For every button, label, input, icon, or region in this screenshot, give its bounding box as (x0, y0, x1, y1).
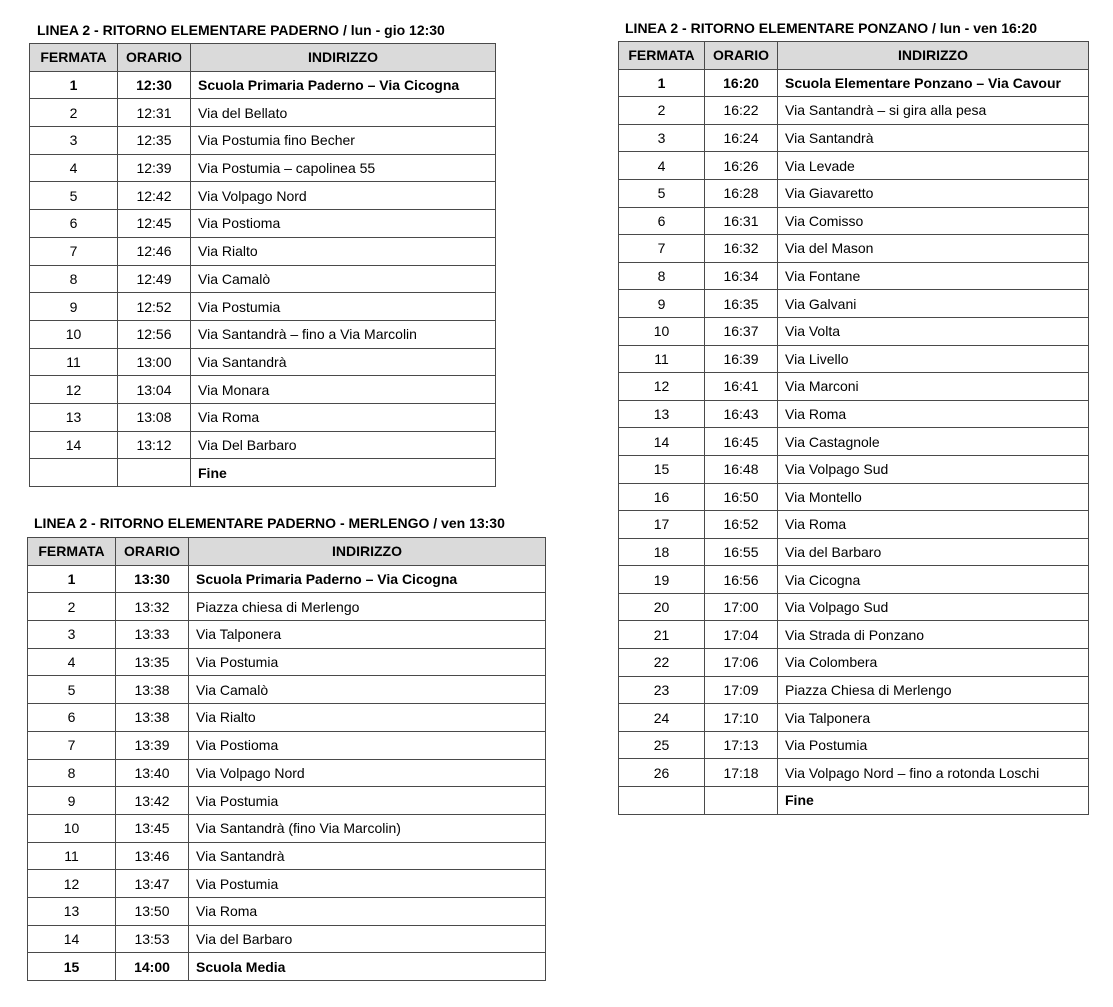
address-cell: Via Del Barbaro (191, 431, 496, 459)
header-indirizzo: INDIRIZZO (189, 538, 546, 566)
address-cell: Via Camalò (191, 265, 496, 293)
stop-cell: 7 (30, 237, 118, 265)
time-cell: 13:50 (116, 897, 189, 925)
timetable-ponzano-lun-ven (618, 20, 1089, 815)
table-row (28, 759, 546, 787)
stop-cell: 1 (619, 69, 705, 97)
address-cell: Fine (778, 787, 1089, 815)
time-cell: 13:00 (118, 348, 191, 376)
stop-cell: 17 (619, 511, 705, 539)
stop-cell: 22 (619, 649, 705, 677)
timetable-paderno-lun-gio (29, 22, 496, 487)
table-row (30, 127, 496, 155)
address-cell: Fine (191, 459, 496, 487)
header-row (619, 42, 1089, 70)
address-cell: Via Colombera (778, 649, 1089, 677)
table-row (619, 704, 1089, 732)
time-cell: 16:34 (705, 262, 778, 290)
stop-cell: 19 (619, 566, 705, 594)
stop-cell: 9 (619, 290, 705, 318)
stop-cell: 20 (619, 593, 705, 621)
table-row (30, 182, 496, 210)
address-cell: Via Postumia – capolinea 55 (191, 154, 496, 182)
time-cell: 17:13 (705, 731, 778, 759)
header-fermata: FERMATA (30, 44, 118, 72)
header-orario: ORARIO (116, 538, 189, 566)
time-cell: 17:09 (705, 676, 778, 704)
time-cell: 17:18 (705, 759, 778, 787)
stop-cell: 4 (30, 154, 118, 182)
table-row (619, 649, 1089, 677)
table-row (619, 621, 1089, 649)
table-row (619, 97, 1089, 125)
stop-cell: 18 (619, 538, 705, 566)
stop-cell: 26 (619, 759, 705, 787)
table-row (28, 870, 546, 898)
table-row (28, 897, 546, 925)
table-row (619, 262, 1089, 290)
stop-cell: 13 (28, 897, 116, 925)
time-cell: 16:45 (705, 428, 778, 456)
table-row (28, 731, 546, 759)
table-row (619, 731, 1089, 759)
address-cell: Via Postumia (191, 293, 496, 321)
address-cell: Via Santandrà (191, 348, 496, 376)
time-cell: 14:00 (116, 953, 189, 981)
table-row (30, 237, 496, 265)
address-cell: Via Galvani (778, 290, 1089, 318)
address-cell: Via Postioma (191, 210, 496, 238)
stop-cell: 12 (619, 373, 705, 401)
header-row (30, 44, 496, 72)
address-cell: Piazza Chiesa di Merlengo (778, 676, 1089, 704)
table-row (30, 154, 496, 182)
time-cell: 12:52 (118, 293, 191, 321)
time-cell: 12:39 (118, 154, 191, 182)
time-cell: 13:47 (116, 870, 189, 898)
stop-cell: 25 (619, 731, 705, 759)
table-row (619, 207, 1089, 235)
address-cell: Via Talponera (778, 704, 1089, 732)
table-row (28, 593, 546, 621)
timetable-table (29, 43, 496, 487)
address-cell: Via Volta (778, 317, 1089, 345)
time-cell: 13:38 (116, 676, 189, 704)
address-cell: Scuola Primaria Paderno – Via Cicogna (189, 565, 546, 593)
stop-cell: 24 (619, 704, 705, 732)
stop-cell: 5 (28, 676, 116, 704)
address-cell: Via Santandrà (778, 124, 1089, 152)
timetable-title: LINEA 2 - RITORNO ELEMENTARE PADERNO - MERLENGO / ven 13:30 (34, 515, 505, 531)
stop-cell: 14 (30, 431, 118, 459)
table-row (619, 290, 1089, 318)
time-cell: 16:35 (705, 290, 778, 318)
stop-cell: 7 (619, 235, 705, 263)
table-row (619, 593, 1089, 621)
table-row (619, 373, 1089, 401)
time-cell: 17:10 (705, 704, 778, 732)
stop-cell: 12 (28, 870, 116, 898)
address-cell: Via Camalò (189, 676, 546, 704)
address-cell: Via Livello (778, 345, 1089, 373)
stop-cell: 3 (30, 127, 118, 155)
time-cell: 12:42 (118, 182, 191, 210)
stop-cell: 4 (28, 648, 116, 676)
stop-cell: 21 (619, 621, 705, 649)
address-cell: Via Volpago Nord (189, 759, 546, 787)
time-cell: 12:46 (118, 237, 191, 265)
stop-cell: 16 (619, 483, 705, 511)
table-row (30, 99, 496, 127)
time-cell: 16:20 (705, 69, 778, 97)
time-cell: 12:30 (118, 71, 191, 99)
time-cell: 13:46 (116, 842, 189, 870)
stop-cell: 6 (30, 210, 118, 238)
address-cell: Via Giavaretto (778, 179, 1089, 207)
header-fermata: FERMATA (619, 42, 705, 70)
table-row (28, 676, 546, 704)
time-cell: 16:32 (705, 235, 778, 263)
time-cell: 16:41 (705, 373, 778, 401)
stop-cell: 13 (619, 400, 705, 428)
table-row (619, 455, 1089, 483)
time-cell: 12:35 (118, 127, 191, 155)
table-row (619, 759, 1089, 787)
time-cell: 13:32 (116, 593, 189, 621)
address-cell: Via del Barbaro (189, 925, 546, 953)
stop-cell: 6 (28, 704, 116, 732)
stop-cell: 9 (30, 293, 118, 321)
time-cell: 16:52 (705, 511, 778, 539)
stop-cell: 10 (28, 814, 116, 842)
stop-cell: 2 (28, 593, 116, 621)
table-row (28, 565, 546, 593)
time-cell: 13:33 (116, 621, 189, 649)
table-row (619, 538, 1089, 566)
time-cell: 12:56 (118, 320, 191, 348)
address-cell: Via Roma (778, 400, 1089, 428)
time-cell: 16:56 (705, 566, 778, 594)
table-row (619, 124, 1089, 152)
table-row (30, 71, 496, 99)
address-cell: Scuola Primaria Paderno – Via Cicogna (191, 71, 496, 99)
stop-cell: 8 (619, 262, 705, 290)
address-cell: Scuola Media (189, 953, 546, 981)
address-cell: Via Postumia (189, 787, 546, 815)
address-cell: Via Marconi (778, 373, 1089, 401)
stop-cell: 5 (30, 182, 118, 210)
address-cell: Via Volpago Sud (778, 593, 1089, 621)
stop-cell: 1 (30, 71, 118, 99)
time-cell: 16:37 (705, 317, 778, 345)
stop-cell: 1 (28, 565, 116, 593)
address-cell: Via Roma (191, 403, 496, 431)
address-cell: Via Santandrà (189, 842, 546, 870)
time-cell: 12:31 (118, 99, 191, 127)
address-cell: Scuola Elementare Ponzano – Via Cavour (778, 69, 1089, 97)
stop-cell: 12 (30, 376, 118, 404)
address-cell: Via Roma (778, 511, 1089, 539)
address-cell: Via Santandrà (fino Via Marcolin) (189, 814, 546, 842)
address-cell: Via Volpago Sud (778, 455, 1089, 483)
table-row (28, 814, 546, 842)
stop-cell: 3 (28, 621, 116, 649)
table-row (619, 235, 1089, 263)
time-cell: 13:45 (116, 814, 189, 842)
table-row (30, 210, 496, 238)
time-cell: 16:55 (705, 538, 778, 566)
stop-cell: 11 (30, 348, 118, 376)
time-cell: 13:08 (118, 403, 191, 431)
table-row (30, 320, 496, 348)
stop-cell: 11 (619, 345, 705, 373)
stop-cell: 10 (619, 317, 705, 345)
time-cell: 17:06 (705, 649, 778, 677)
time-cell: 16:43 (705, 400, 778, 428)
address-cell: Via Santandrà – si gira alla pesa (778, 97, 1089, 125)
time-cell: 16:50 (705, 483, 778, 511)
table-row (619, 676, 1089, 704)
table-row (30, 348, 496, 376)
address-cell: Via Postumia (189, 648, 546, 676)
stop-cell: 2 (30, 99, 118, 127)
address-cell: Via Fontane (778, 262, 1089, 290)
address-cell: Via Montello (778, 483, 1089, 511)
address-cell: Via Postioma (189, 731, 546, 759)
address-cell: Via Levade (778, 152, 1089, 180)
address-cell: Via Cicogna (778, 566, 1089, 594)
address-cell: Via Rialto (189, 704, 546, 732)
table-row (30, 293, 496, 321)
table-row (28, 648, 546, 676)
time-cell: 13:42 (116, 787, 189, 815)
header-orario: ORARIO (705, 42, 778, 70)
table-row (28, 842, 546, 870)
address-cell: Via del Mason (778, 235, 1089, 263)
stop-cell: 11 (28, 842, 116, 870)
timetable-paderno-merlengo-ven (27, 515, 546, 981)
time-cell (705, 787, 778, 815)
timetable-table (618, 41, 1089, 815)
stop-cell: 15 (619, 455, 705, 483)
time-cell: 17:04 (705, 621, 778, 649)
stop-cell: 15 (28, 953, 116, 981)
stop-cell: 23 (619, 676, 705, 704)
time-cell: 13:40 (116, 759, 189, 787)
table-row (619, 566, 1089, 594)
table-row (28, 704, 546, 732)
stop-cell: 14 (28, 925, 116, 953)
address-cell: Via Postumia fino Becher (191, 127, 496, 155)
time-cell (118, 459, 191, 487)
address-cell: Via Santandrà – fino a Via Marcolin (191, 320, 496, 348)
time-cell: 16:39 (705, 345, 778, 373)
table-row (30, 403, 496, 431)
table-row (30, 265, 496, 293)
stop-cell: 2 (619, 97, 705, 125)
table-row (619, 483, 1089, 511)
stop-cell: 7 (28, 731, 116, 759)
time-cell: 13:39 (116, 731, 189, 759)
address-cell: Via Volpago Nord (191, 182, 496, 210)
time-cell: 13:38 (116, 704, 189, 732)
time-cell: 12:49 (118, 265, 191, 293)
table-row (619, 428, 1089, 456)
stop-cell: 10 (30, 320, 118, 348)
table-row (619, 345, 1089, 373)
table-row (30, 376, 496, 404)
address-cell: Via del Barbaro (778, 538, 1089, 566)
stop-cell: 14 (619, 428, 705, 456)
table-row (28, 787, 546, 815)
header-fermata: FERMATA (28, 538, 116, 566)
address-cell: Via Monara (191, 376, 496, 404)
stop-cell: 8 (30, 265, 118, 293)
address-cell: Piazza chiesa di Merlengo (189, 593, 546, 621)
table-row (619, 179, 1089, 207)
time-cell: 16:28 (705, 179, 778, 207)
table-row (619, 511, 1089, 539)
time-cell: 13:35 (116, 648, 189, 676)
address-cell: Via Talponera (189, 621, 546, 649)
table-row (619, 317, 1089, 345)
address-cell: Via Postumia (778, 731, 1089, 759)
time-cell: 16:48 (705, 455, 778, 483)
stop-cell: 9 (28, 787, 116, 815)
table-row (28, 953, 546, 981)
header-row (28, 538, 546, 566)
table-row (619, 400, 1089, 428)
table-row (30, 459, 496, 487)
time-cell: 16:22 (705, 97, 778, 125)
address-cell: Via Strada di Ponzano (778, 621, 1089, 649)
time-cell: 13:04 (118, 376, 191, 404)
address-cell: Via Comisso (778, 207, 1089, 235)
address-cell: Via Rialto (191, 237, 496, 265)
header-indirizzo: INDIRIZZO (778, 42, 1089, 70)
stop-cell: 3 (619, 124, 705, 152)
header-indirizzo: INDIRIZZO (191, 44, 496, 72)
stop-cell: 13 (30, 403, 118, 431)
time-cell: 13:53 (116, 925, 189, 953)
address-cell: Via Castagnole (778, 428, 1089, 456)
stop-cell: 6 (619, 207, 705, 235)
header-orario: ORARIO (118, 44, 191, 72)
time-cell: 12:45 (118, 210, 191, 238)
table-row (619, 787, 1089, 815)
time-cell: 13:30 (116, 565, 189, 593)
table-row (28, 925, 546, 953)
timetable-table (27, 537, 546, 981)
stop-cell: 5 (619, 179, 705, 207)
timetable-title: LINEA 2 - RITORNO ELEMENTARE PONZANO / lun - ven 16:20 (625, 20, 1038, 36)
address-cell: Via Roma (189, 897, 546, 925)
time-cell: 17:00 (705, 593, 778, 621)
time-cell: 16:24 (705, 124, 778, 152)
table-row (28, 621, 546, 649)
stop-cell (30, 459, 118, 487)
time-cell: 16:26 (705, 152, 778, 180)
address-cell: Via del Bellato (191, 99, 496, 127)
table-row (30, 431, 496, 459)
time-cell: 13:12 (118, 431, 191, 459)
stop-cell (619, 787, 705, 815)
stop-cell: 8 (28, 759, 116, 787)
stop-cell: 4 (619, 152, 705, 180)
time-cell: 16:31 (705, 207, 778, 235)
table-row (619, 69, 1089, 97)
address-cell: Via Postumia (189, 870, 546, 898)
timetable-title: LINEA 2 - RITORNO ELEMENTARE PADERNO / lun - gio 12:30 (37, 22, 445, 38)
address-cell: Via Volpago Nord – fino a rotonda Loschi (778, 759, 1089, 787)
table-row (619, 152, 1089, 180)
